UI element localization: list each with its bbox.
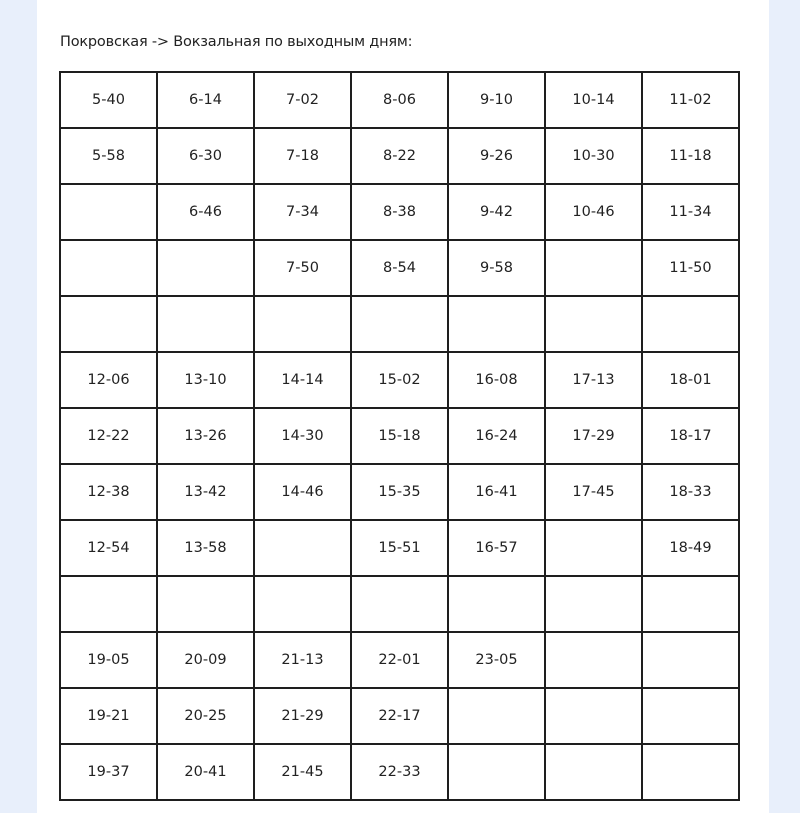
table-cell [157,240,254,296]
table-cell [60,576,157,632]
table-cell: 10-46 [545,184,642,240]
table-cell: 6-14 [157,72,254,128]
table-cell [351,576,448,632]
table-cell: 17-13 [545,352,642,408]
table-cell: 13-26 [157,408,254,464]
table-cell: 16-08 [448,352,545,408]
table-row [60,576,739,632]
table-cell [448,688,545,744]
table-row [60,688,739,744]
table-cell: 15-51 [351,520,448,576]
table-cell [448,576,545,632]
table-cell: 22-33 [351,744,448,800]
table-cell: 9-10 [448,72,545,128]
table-row [60,128,739,184]
table-cell: 12-38 [60,464,157,520]
table-cell: 22-01 [351,632,448,688]
table-cell [545,520,642,576]
table-cell [254,520,351,576]
table-cell: 18-01 [642,352,739,408]
table-cell: 5-40 [60,72,157,128]
table-cell: 15-35 [351,464,448,520]
table-row [60,72,739,128]
table-cell: 21-45 [254,744,351,800]
table-cell: 19-37 [60,744,157,800]
table-cell: 6-46 [157,184,254,240]
table-row [60,408,739,464]
table-cell: 5-58 [60,128,157,184]
table-cell: 11-50 [642,240,739,296]
table-cell [60,296,157,352]
table-cell: 20-09 [157,632,254,688]
table-cell: 15-02 [351,352,448,408]
table-cell: 16-41 [448,464,545,520]
table-cell: 16-57 [448,520,545,576]
table-cell: 19-21 [60,688,157,744]
schedule-table [59,71,740,801]
table-cell: 18-49 [642,520,739,576]
table-cell: 13-58 [157,520,254,576]
table-cell: 7-18 [254,128,351,184]
table-cell: 7-02 [254,72,351,128]
table-cell: 7-50 [254,240,351,296]
table-cell: 15-18 [351,408,448,464]
table-cell: 17-29 [545,408,642,464]
table-cell: 14-14 [254,352,351,408]
table-cell: 11-34 [642,184,739,240]
table-cell [254,296,351,352]
table-cell: 12-54 [60,520,157,576]
table-cell [545,632,642,688]
table-cell [60,240,157,296]
table-cell [545,576,642,632]
table-cell: 9-26 [448,128,545,184]
table-cell [642,296,739,352]
table-cell: 16-24 [448,408,545,464]
table-cell [642,744,739,800]
table-row [60,464,739,520]
table-cell: 12-22 [60,408,157,464]
table-cell: 9-58 [448,240,545,296]
table-cell: 11-18 [642,128,739,184]
table-cell [545,688,642,744]
table-row [60,296,739,352]
table-cell: 14-46 [254,464,351,520]
table-cell: 21-29 [254,688,351,744]
table-row [60,632,739,688]
table-cell [157,296,254,352]
table-cell: 8-38 [351,184,448,240]
table-cell: 19-05 [60,632,157,688]
table-cell [545,744,642,800]
table-cell: 22-17 [351,688,448,744]
table-row [60,352,739,408]
table-cell: 6-30 [157,128,254,184]
table-cell [545,296,642,352]
table-cell: 13-42 [157,464,254,520]
table-cell [60,184,157,240]
table-cell [642,632,739,688]
table-cell: 8-22 [351,128,448,184]
table-cell: 11-02 [642,72,739,128]
schedule-heading: Покровская -> Вокзальная по выходным дням: [60,34,413,50]
table-row [60,184,739,240]
table-cell: 23-05 [448,632,545,688]
table-cell [448,744,545,800]
table-cell [642,576,739,632]
table-cell: 20-41 [157,744,254,800]
table-cell: 13-10 [157,352,254,408]
document-page [37,0,769,813]
table-cell [254,576,351,632]
table-cell [157,576,254,632]
table-cell [642,688,739,744]
table-cell: 12-06 [60,352,157,408]
table-cell: 8-06 [351,72,448,128]
table-cell: 10-30 [545,128,642,184]
table-cell: 8-54 [351,240,448,296]
table-cell: 21-13 [254,632,351,688]
table-row [60,744,739,800]
table-cell [351,296,448,352]
table-cell [545,240,642,296]
table-cell: 9-42 [448,184,545,240]
schedule-table-body [60,72,739,800]
table-row [60,240,739,296]
table-cell: 7-34 [254,184,351,240]
table-row [60,520,739,576]
table-cell [448,296,545,352]
table-cell: 18-33 [642,464,739,520]
table-cell: 20-25 [157,688,254,744]
table-cell: 14-30 [254,408,351,464]
table-cell: 17-45 [545,464,642,520]
table-cell: 18-17 [642,408,739,464]
table-cell: 10-14 [545,72,642,128]
